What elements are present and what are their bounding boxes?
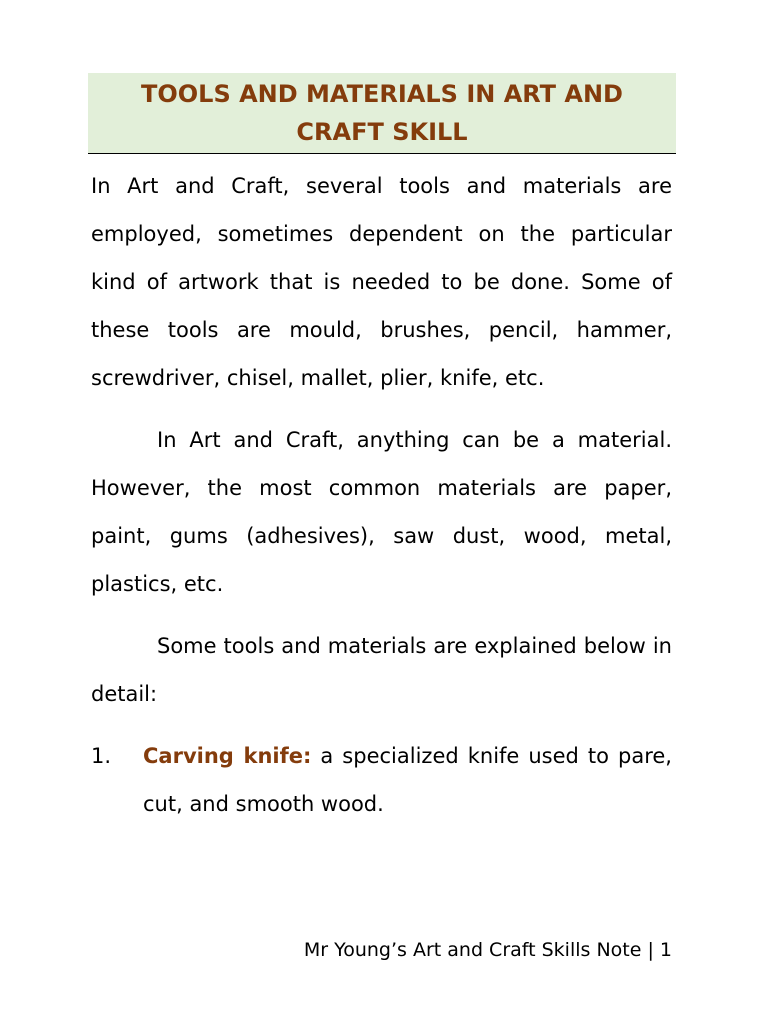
details-intro-paragraph: Some tools and materials are explained below in detail: — [91, 634, 672, 706]
page-title: TOOLS AND MATERIALS IN ART AND CRAFT SKILL — [141, 80, 623, 146]
list-item — [91, 732, 672, 828]
list-item-term: Carving knife: — [143, 744, 312, 768]
page-footer: Mr Young’s Art and Craft Skills Note | 1 — [303, 939, 672, 961]
title-banner — [88, 73, 676, 154]
intro-paragraph: In Art and Craft, several tools and materials are employed, sometimes dependent on the particular kind of artwork that is needed to be done. Some of these tools are mould, brushes, pencil, hammer, screwdriver, chisel, mallet, plier, knife, etc. — [91, 174, 672, 390]
list-item-definition: a specialized knife used to pare, cut, and smooth wood. — [143, 744, 672, 816]
list-item-body — [143, 732, 672, 828]
materials-paragraph: In Art and Craft, anything can be a material. However, the most common materials are paper, paint, gums (adhesives), saw dust, wood, metal, plastics, etc. — [91, 428, 672, 596]
list-item-number: 1. — [91, 744, 112, 768]
